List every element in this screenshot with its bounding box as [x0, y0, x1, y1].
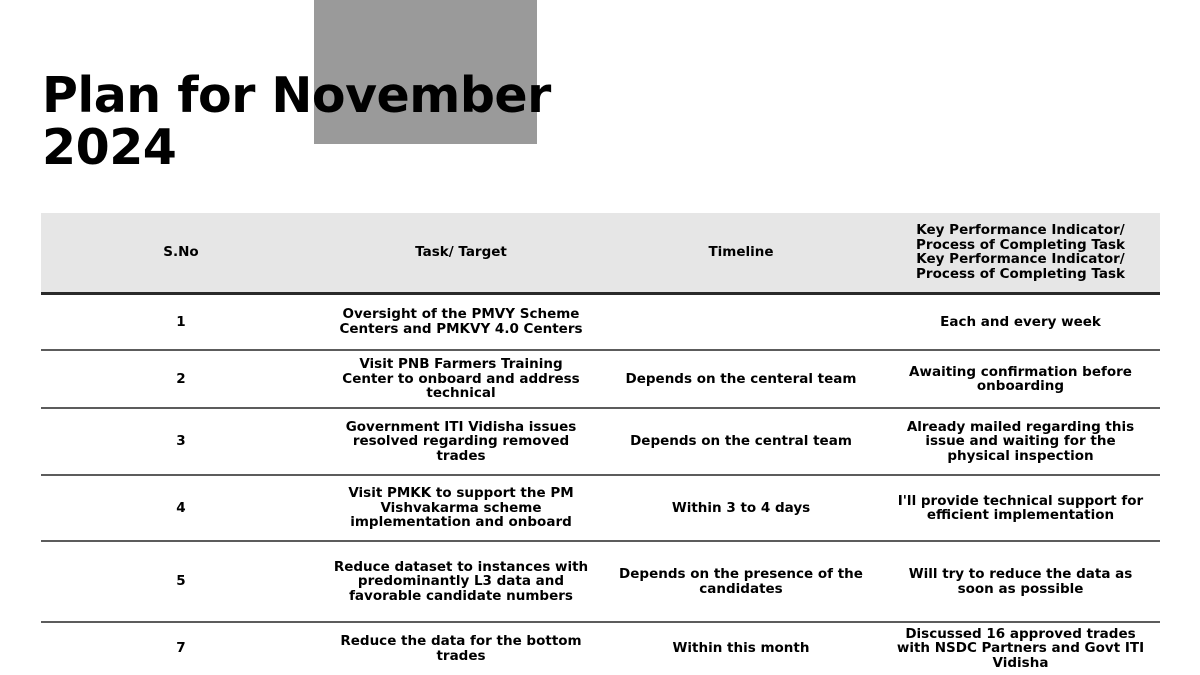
- header-kpi-line-1: Key Performance Indicator/ Process of Completing Task: [916, 222, 1125, 253]
- cell-timeline: Depends on the presence of the candidates: [601, 541, 881, 622]
- table-row: [41, 541, 1160, 622]
- table-row: [41, 350, 1160, 408]
- cell-kpi: Discussed 16 approved trades with NSDC Partners and Govt ITI Vidisha: [896, 625, 1145, 671]
- cell-timeline: [601, 293, 881, 350]
- cell-sno: 7: [176, 640, 186, 657]
- cell-kpi: I'll provide technical support for efficient implementation: [881, 475, 1160, 541]
- table-row: [41, 475, 1160, 541]
- cell-timeline: Depends on the central team: [601, 408, 881, 475]
- cell-sno: 2: [41, 350, 321, 408]
- header-kpi-line-2: Key Performance Indicator/ Process of Completing Task: [916, 251, 1125, 282]
- table-row: [41, 293, 1160, 350]
- cell-task: Reduce dataset to instances with predominantly L3 data and favorable candidate numbers: [321, 541, 601, 622]
- table-row: [41, 622, 1160, 674]
- cell-sno: 4: [41, 475, 321, 541]
- cell-task: Reduce the data for the bottom trades: [340, 633, 582, 664]
- cell-sno: 3: [41, 408, 321, 475]
- cell-timeline: Within this month: [672, 640, 810, 657]
- header-timeline: Timeline: [601, 213, 881, 293]
- cell-kpi: Awaiting confirmation before onboarding: [881, 350, 1160, 408]
- table-row: [41, 408, 1160, 475]
- cell-task: Visit PNB Farmers Training Center to onboard and address technical: [321, 350, 601, 408]
- plan-table: [41, 213, 1160, 674]
- header-sno: S.No: [41, 213, 321, 293]
- page-title: Plan for November 2024: [42, 67, 551, 176]
- cell-kpi: Already mailed regarding this issue and waiting for the physical inspection: [881, 408, 1160, 475]
- cell-sno: 1: [41, 293, 321, 350]
- header-kpi: [881, 213, 1160, 293]
- cell-task: Government ITI Vidisha issues resolved regarding removed trades: [321, 408, 601, 475]
- cell-kpi: Each and every week: [881, 293, 1160, 350]
- header-task: Task/ Target: [321, 213, 601, 293]
- cell-task: Oversight of the PMVY Scheme Centers and PMKVY 4.0 Centers: [321, 293, 601, 350]
- cell-timeline: Within 3 to 4 days: [601, 475, 881, 541]
- cell-sno: 5: [41, 541, 321, 622]
- table-header-row: [41, 213, 1160, 293]
- cell-timeline: Depends on the centeral team: [601, 350, 881, 408]
- cell-task: Visit PMKK to support the PM Vishvakarma scheme implementation and onboard: [321, 475, 601, 541]
- cell-kpi: Will try to reduce the data as soon as possible: [881, 541, 1160, 622]
